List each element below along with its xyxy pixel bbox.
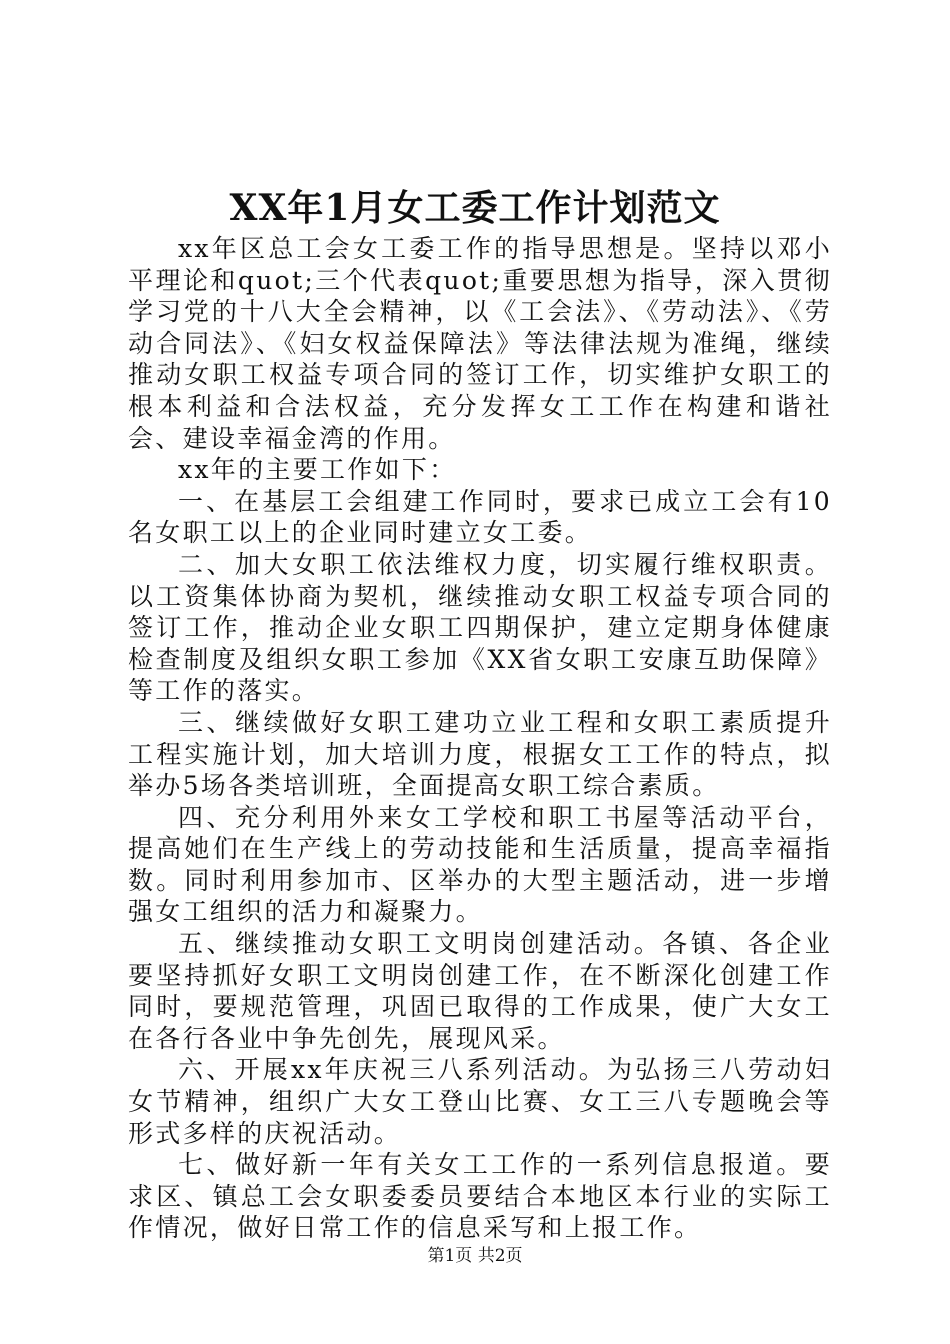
paragraph-task-3: 三、继续做好女职工建功立业工程和女职工素质提升工程实施计划，加大培训力度，根据女工工作的特点，拟举办5场各类培训班，全面提高女职工综合素质。 <box>128 707 832 801</box>
paragraph-task-4: 四、充分利用外来女工学校和职工书屋等活动平台，提高她们在生产线上的劳动技能和生活质量，提高幸福指数。同时利用参加市、区举办的大型主题活动，进一步增强女工组织的活力和凝聚力。 <box>128 802 832 927</box>
paragraph-task-5: 五、继续推动女职工文明岗创建活动。各镇、各企业要坚持抓好女职工文明岗创建工作，在不断深化创建工作同时，要规范管理，巩固已取得的工作成果，使广大女工在各行各业中争先创先，展现风采。 <box>128 929 832 1053</box>
document-body <box>128 233 832 1244</box>
paragraph-guiding-principle: xx年区总工会女工委工作的指导思想是。坚持以邓小平理论和quot;三个代表quot;重要思想为指导，深入贯彻学习党的十八大全会精神，以《工会法》、《劳动法》、《劳动合同法》、《妇女权益保障法》等法律法规为准绳，继续推动女职工权益专项合同的签订工作，切实维护女职工的根本利益和合法权益，充分发挥女工工作在构建和谐社会、建设幸福金湾的作用。 <box>128 234 832 453</box>
document-title: XX年1月女工委工作计划范文 <box>229 187 721 229</box>
page-number-footer: 第1页 共2页 <box>427 1246 523 1266</box>
paragraph-task-1: 一、在基层工会组建工作同时，要求已成立工会有10名女职工以上的企业同时建立女工委。 <box>128 486 832 548</box>
paragraph-task-6: 六、开展xx年庆祝三八系列活动。为弘扬三八劳动妇女节精神，组织广大女工登山比赛、女工三八专题晚会等形式多样的庆祝活动。 <box>128 1055 832 1148</box>
paragraph-task-2: 二、加大女职工依法维权力度，切实履行维权职责。以工资集体协商为契机，继续推动女职工权益专项合同的签订工作，推动企业女职工四期保护，建立定期身体健康检查制度及组织女职工参加《XX省女职工安康互助保障》等工作的落实。 <box>128 549 832 706</box>
paragraph-task-7: 七、做好新一年有关女工工作的一系列信息报道。要求区、镇总工会女职委委员要结合本地区本行业的实际工作情况，做好日常工作的信息采写和上报工作。 <box>128 1150 832 1243</box>
paragraph-main-tasks-intro: xx年的主要工作如下： <box>178 455 457 485</box>
